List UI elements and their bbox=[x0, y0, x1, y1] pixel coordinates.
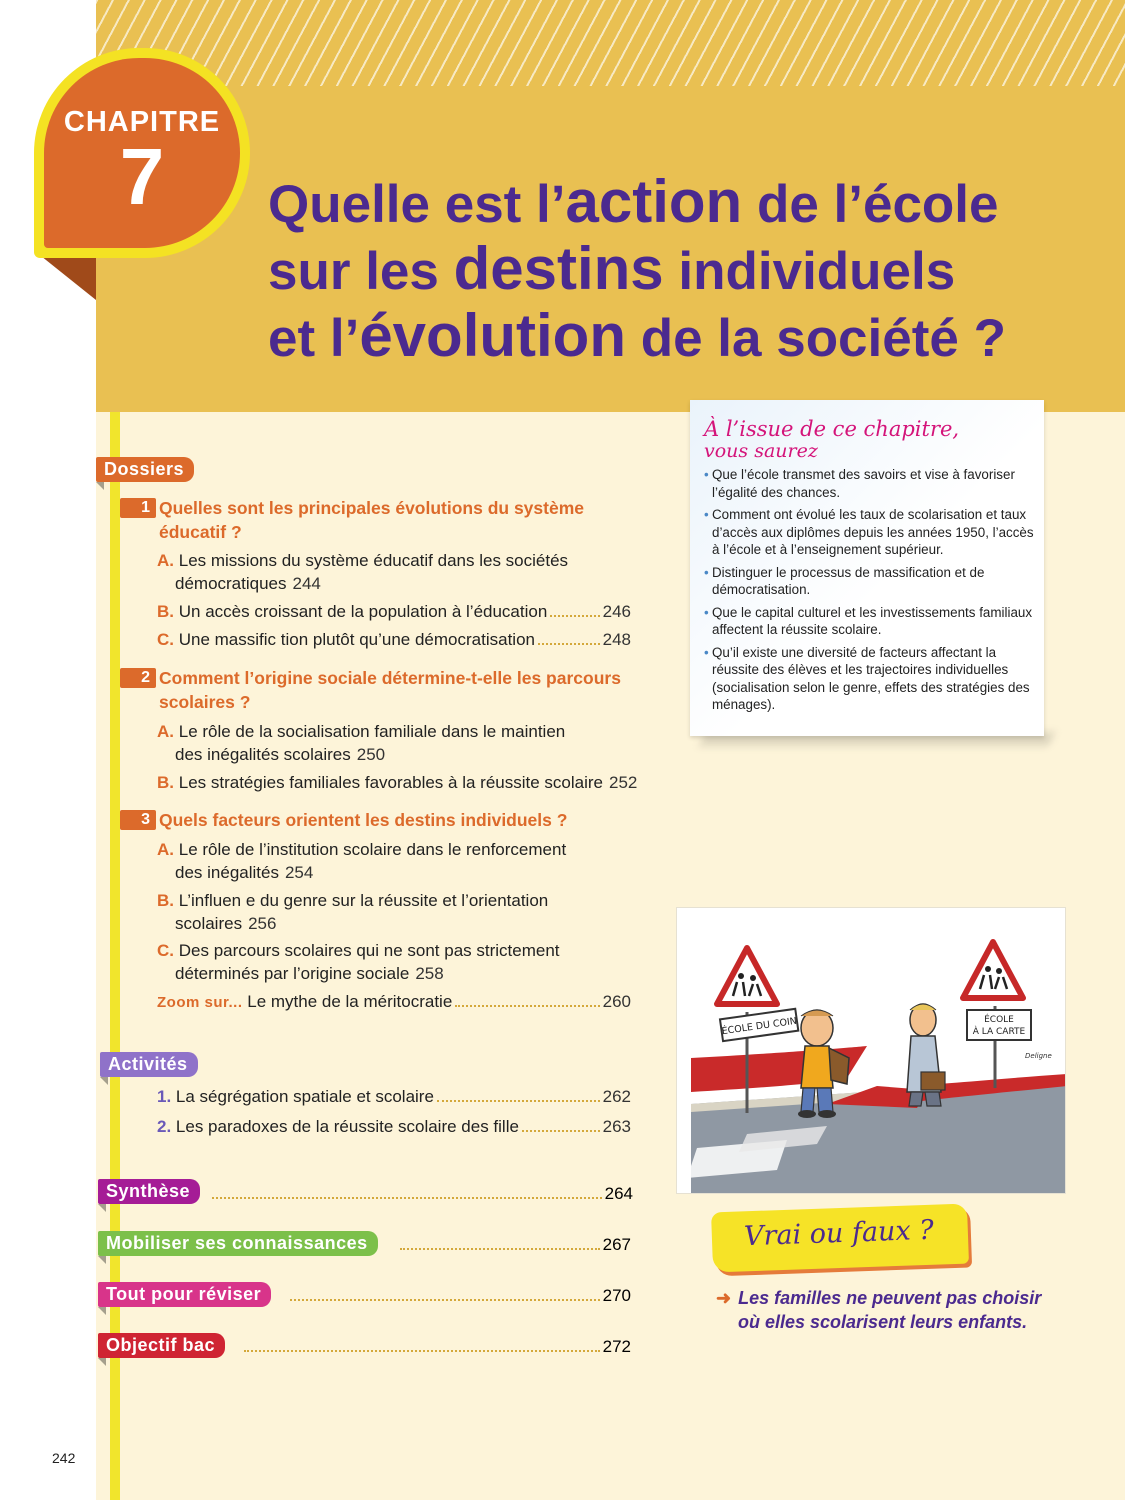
objectives-heading-line1: À l’issue de ce chapitre, bbox=[704, 417, 960, 441]
sign-left-text: ÉCOLE DU COIN bbox=[721, 1015, 798, 1038]
entry-text-line2: scolaires bbox=[175, 914, 243, 933]
dossier-title: Comment l’origine sociale détermine-t-elle les parcours scolaires ? bbox=[159, 668, 621, 712]
activity-text: Les paradoxes de la réussite scolaire des fille bbox=[175, 1117, 519, 1136]
toc-entry-zoom[interactable] bbox=[157, 990, 631, 1014]
title-text: de la société ? bbox=[625, 309, 1006, 368]
toc-entry[interactable] bbox=[157, 838, 631, 884]
title-text: sur les bbox=[268, 242, 454, 301]
entry-text: Des parcours scolaires qui ne sont pas strictement bbox=[178, 941, 560, 960]
chapter-number: 7 bbox=[119, 132, 165, 221]
toc-entry[interactable] bbox=[157, 889, 631, 935]
reviser-row bbox=[290, 1286, 631, 1306]
activity-number: 2. bbox=[157, 1117, 172, 1136]
toc-entry[interactable] bbox=[157, 720, 631, 766]
entry-page: 260 bbox=[602, 992, 631, 1011]
entry-page: 250 bbox=[356, 745, 386, 764]
entry-text: Un accès croissant de la population à l’éducation bbox=[178, 602, 548, 621]
cartoon-svg bbox=[677, 908, 1066, 1194]
reviser-tag[interactable]: Tout pour réviser bbox=[98, 1282, 271, 1307]
entry-letter: B. bbox=[157, 773, 174, 792]
toc-entry[interactable] bbox=[157, 771, 638, 794]
entry-letter: C. bbox=[157, 941, 174, 960]
activity-entry[interactable] bbox=[157, 1085, 631, 1108]
dossier-title: Quelles sont les principales évolutions du système éducatif ? bbox=[159, 498, 584, 542]
dossier-number: 2 bbox=[120, 668, 156, 688]
statement-line2: où elles scolarisent leurs enfants. bbox=[738, 1312, 1028, 1332]
synthese-page: 264 bbox=[604, 1184, 633, 1203]
objective-item: • Qu’il existe une diversité de facteurs affectant la réussite des élèves et les trajectoires individuelles (socialisation selon le genre, effets des stratégies des ménages). bbox=[704, 644, 1034, 714]
entry-text-line2: des inégalités bbox=[175, 863, 279, 882]
sign-right-line1: ÉCOLE bbox=[984, 1015, 1014, 1025]
synthese-tag[interactable]: Synthèse bbox=[98, 1179, 200, 1204]
leader-dots bbox=[522, 1130, 600, 1132]
vrai-ou-faux-statement bbox=[716, 1286, 1056, 1334]
activity-page: 263 bbox=[602, 1117, 631, 1136]
objectives-heading-line2: vous saurez bbox=[704, 440, 818, 462]
entry-text: L’influen e du genre sur la réussite et l’orientation bbox=[178, 891, 549, 910]
leader-dots bbox=[455, 1005, 599, 1007]
title-text: de l’école bbox=[742, 175, 999, 234]
toc-entry[interactable] bbox=[157, 600, 631, 623]
entry-text: Les stratégies familiales favorables à la réussite scolaire bbox=[178, 773, 603, 792]
zoom-label: Zoom sur... bbox=[157, 994, 243, 1011]
dossiers-tag: Dossiers bbox=[96, 457, 194, 482]
objectives-note bbox=[690, 400, 1044, 736]
sign-right-line2: À LA CARTE bbox=[972, 1027, 1026, 1037]
entry-letter: B. bbox=[157, 602, 174, 621]
objective-item: • Comment ont évolué les taux de scolarisation et taux d’accès aux diplômes depuis les années 1950, l’accès à l’école et à l’enseignement supérieur. bbox=[704, 506, 1034, 559]
toc-entry[interactable] bbox=[157, 939, 631, 985]
entry-letter: A. bbox=[157, 722, 174, 741]
entry-letter: A. bbox=[157, 551, 174, 570]
title-text: et l’ bbox=[268, 309, 360, 368]
chapter-label: CHAPITRE bbox=[63, 106, 221, 138]
leader-dots bbox=[437, 1100, 600, 1102]
reviser-page: 270 bbox=[602, 1286, 631, 1305]
objectif-bac-page: 272 bbox=[602, 1337, 631, 1356]
entry-text: Le rôle de l’institution scolaire dans le renforcement bbox=[178, 840, 567, 859]
entry-text: Le mythe de la méritocratie bbox=[247, 992, 453, 1011]
dossier-title: Quels facteurs orientent les destins individuels ? bbox=[159, 810, 568, 830]
entry-page: 252 bbox=[609, 773, 638, 792]
title-text: Quelle est l’ bbox=[268, 175, 566, 234]
dossier-number: 1 bbox=[120, 498, 156, 518]
toc-entry[interactable] bbox=[157, 628, 631, 651]
leader-dots bbox=[244, 1350, 600, 1352]
synthese-row bbox=[212, 1184, 633, 1204]
entry-text: Une massific tion plutôt qu’une démocratisation bbox=[178, 630, 535, 649]
chapter-title bbox=[268, 170, 1028, 371]
objectives-list bbox=[704, 466, 1034, 714]
leader-dots bbox=[400, 1248, 600, 1250]
entry-page: 248 bbox=[602, 630, 631, 649]
activity-number: 1. bbox=[157, 1087, 172, 1106]
entry-page: 254 bbox=[284, 863, 314, 882]
title-emphasis: destins bbox=[453, 235, 664, 302]
objective-item: • Que l’école transmet des savoirs et vise à favoriser l’égalité des chances. bbox=[704, 466, 1034, 501]
entry-text-line2: déterminés par l’origine sociale bbox=[175, 964, 410, 983]
entry-letter: B. bbox=[157, 891, 174, 910]
activites-tag: Activités bbox=[100, 1052, 198, 1077]
objectif-bac-tag[interactable]: Objectif bac bbox=[98, 1333, 225, 1358]
entry-page: 258 bbox=[415, 964, 444, 983]
leader-dots bbox=[212, 1197, 602, 1199]
entry-text-line2: des inégalités scolaires bbox=[175, 745, 351, 764]
dossier-number: 3 bbox=[120, 810, 156, 830]
chapter-badge-inner bbox=[44, 58, 240, 248]
badge-fold bbox=[36, 252, 96, 300]
mobiliser-tag[interactable]: Mobiliser ses connaissances bbox=[98, 1231, 378, 1256]
title-text: individuels bbox=[663, 242, 956, 301]
title-emphasis: action bbox=[565, 168, 743, 235]
page-number: 242 bbox=[52, 1450, 76, 1466]
objectif-bac-row bbox=[244, 1337, 631, 1357]
toc-entry[interactable] bbox=[157, 549, 631, 595]
entry-text: Les missions du système éducatif dans les sociétés bbox=[178, 551, 569, 570]
objective-item: • Que le capital culturel et les investissements familiaux affectent la réussite scolaire. bbox=[704, 604, 1034, 639]
vrai-ou-faux-label: Vrai ou faux ? bbox=[743, 1214, 935, 1253]
leader-dots bbox=[550, 615, 599, 617]
activity-entry[interactable] bbox=[157, 1115, 631, 1138]
cartoon-illustration bbox=[676, 907, 1066, 1194]
entry-text-line2: démocratiques bbox=[175, 574, 287, 593]
leader-dots bbox=[538, 643, 600, 645]
title-emphasis: évolution bbox=[359, 302, 626, 369]
objective-item: • Distinguer le processus de massification et de démocratisation. bbox=[704, 564, 1034, 599]
leader-dots bbox=[290, 1299, 600, 1301]
entry-page: 246 bbox=[602, 602, 631, 621]
mobiliser-page: 267 bbox=[602, 1235, 631, 1254]
entry-page: 244 bbox=[292, 574, 321, 593]
mobiliser-row bbox=[400, 1235, 631, 1255]
entry-letter: A. bbox=[157, 840, 174, 859]
statement-line1: Les familles ne peuvent pas choisir bbox=[738, 1288, 1042, 1308]
objectives-heading bbox=[704, 418, 1034, 462]
arrow-right-icon: ➜ bbox=[716, 1288, 732, 1308]
activity-text: La ségrégation spatiale et scolaire bbox=[175, 1087, 434, 1106]
header-stripes bbox=[96, 0, 1125, 86]
entry-letter: C. bbox=[157, 630, 174, 649]
activity-page: 262 bbox=[602, 1087, 631, 1106]
entry-page: 256 bbox=[248, 914, 277, 933]
entry-text: Le rôle de la socialisation familiale dans le maintien bbox=[178, 722, 566, 741]
cartoon-signature: Deligne bbox=[1025, 1052, 1052, 1060]
